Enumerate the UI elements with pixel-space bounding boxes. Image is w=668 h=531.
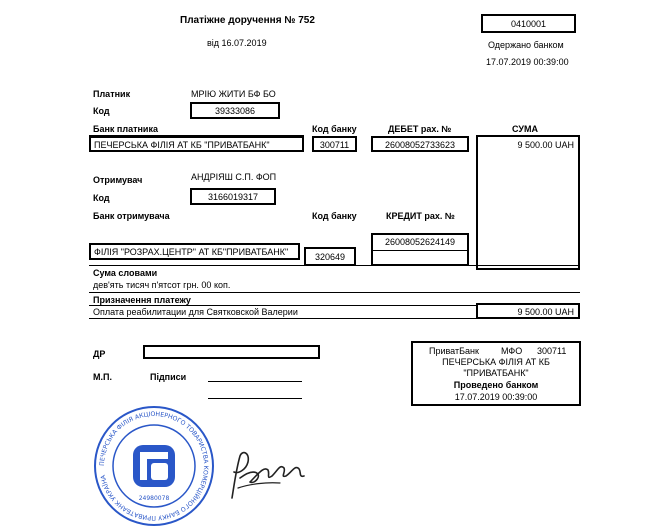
receiver-bank-name: ФІЛІЯ "РОЗРАХ.ЦЕНТР" АТ КБ"ПРИВАТБАНК": [94, 247, 289, 257]
bank-seal: [93, 405, 215, 527]
payer-code: 39333086: [214, 106, 256, 116]
bank-stamp-box: [411, 341, 581, 406]
payer-bank-name: ПЕЧЕРСЬКА ФІЛІЯ АТ КБ "ПРИВАТБАНК": [94, 140, 270, 150]
received-datetime: 17.07.2019 00:39:00: [486, 57, 569, 67]
document-title: Платіжне доручення № 752: [180, 15, 315, 26]
amount-words-label: Сума словами: [93, 268, 158, 278]
stamp-mfo: 300711: [537, 346, 567, 356]
stamp-branch-line1: ПЕЧЕРСЬКА ФІЛІЯ АТ КБ: [442, 357, 550, 367]
credit-label: КРЕДИТ рах. №: [386, 211, 455, 221]
payer-code-box: [190, 102, 280, 119]
stamp-datetime: 17.07.2019 00:39:00: [454, 392, 538, 402]
mp-label: М.П.: [93, 372, 112, 382]
credit-account: 26008052624149: [384, 237, 456, 247]
debit-account-box: [371, 136, 469, 152]
debit-account: 26008052733623: [384, 140, 456, 150]
stamp-mfo-label: МФО: [501, 346, 523, 356]
stamp-bank: ПриватБанк: [429, 346, 479, 356]
receiver-bank-label: Банк отримувача: [93, 211, 170, 221]
logo-square: [151, 463, 168, 480]
purpose-text: Оплата реабилитации для Святковской Валерии: [93, 307, 298, 317]
receiver-bank-code: 320649: [314, 252, 346, 262]
receiver-code-label: Код: [93, 193, 110, 203]
stamp-branch-line2: "ПРИВАТБАНК": [463, 368, 529, 378]
received-label: Одержано банком: [488, 40, 564, 50]
sum-label: СУМА: [512, 124, 538, 134]
seal-code: 24980078: [138, 495, 170, 502]
divider: [89, 265, 580, 266]
signature-scribble: [220, 448, 315, 503]
receiver-bank-box: [89, 243, 300, 260]
purpose-amount-box: [476, 303, 580, 319]
receiver-bank-code-label: Код банку: [312, 211, 357, 221]
receiver-label: Отримувач: [93, 175, 143, 185]
signatures-label: Підписи: [150, 372, 187, 382]
signature-line: [208, 398, 302, 399]
receiver-name: АНДРІЯШ С.П. ФОП: [191, 172, 277, 182]
stamp-done: Проведено банком: [453, 380, 539, 390]
dr-label: ДР: [93, 349, 106, 359]
form-code-box: [481, 14, 576, 33]
sum-box: [476, 135, 580, 270]
form-code: 0410001: [510, 19, 547, 29]
amount-words-text: дев'ять тисяч п'ятсот грн. 00 коп.: [93, 280, 231, 290]
receiver-code: 3166019317: [207, 192, 259, 202]
signature-stroke: [232, 453, 304, 498]
dr-box: [143, 345, 320, 359]
purpose-label: Призначення платежу: [93, 295, 191, 305]
payer-bank-code-label: Код банку: [312, 124, 357, 134]
payer-bank-code: 300711: [319, 140, 350, 150]
payer-code-label: Код: [93, 106, 110, 116]
payer-label: Платник: [93, 89, 131, 99]
sum-value: 9 500.00 UAH: [517, 140, 574, 150]
document-date: від 16.07.2019: [207, 38, 267, 48]
divider: [89, 305, 476, 306]
logo-stripe: [140, 452, 147, 480]
payer-bank-label: Банк платника: [93, 124, 158, 134]
payer-bank-code-box: [312, 136, 357, 152]
credit-account-box: [371, 233, 469, 266]
divider: [89, 292, 580, 293]
purpose-amount: 9 500.00 UAH: [517, 307, 574, 317]
payer-bank-box: [89, 136, 304, 152]
payer-name: МРІЮ ЖИТИ БФ БО: [191, 89, 276, 99]
seal-ring-text: ПЕЧЕРСЬКА ФІЛІЯ АКЦІОНЕРНОГО ТОВАРИСТВА КОМЕРЦІЙНОГО БАНКУ ПРИВАТБАНК УКРАЇНА: [98, 410, 210, 522]
signature-line: [208, 381, 302, 382]
divider: [89, 318, 476, 319]
debit-label: ДЕБЕТ рах. №: [388, 124, 452, 134]
receiver-code-box: [190, 188, 276, 205]
divider: [373, 250, 467, 251]
signature-stroke: [238, 483, 280, 488]
receiver-bank-code-box: [304, 247, 356, 266]
